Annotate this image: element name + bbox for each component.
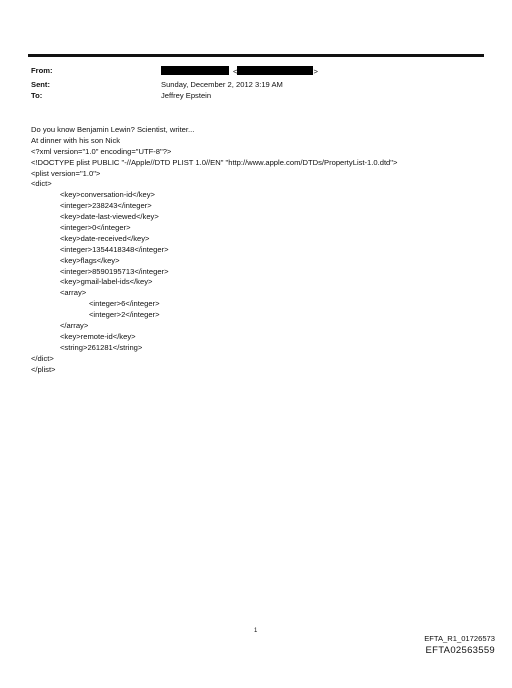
body-line: <integer>1354418348</integer> [60, 244, 169, 254]
body-line: <plist version="1.0"> [31, 168, 101, 178]
body-line: <key>date-last-viewed</key> [60, 212, 159, 222]
body-line: At dinner with his son Nick [31, 135, 121, 145]
sent-value: Sunday, December 2, 2012 3:19 AM [161, 80, 283, 89]
email-body [31, 125, 397, 375]
body-line: <!DOCTYPE plist PUBLIC "-//Apple//DTD PLIST 1.0//EN" "http://www.apple.com/DTDs/PropertyList-1.0.dtd"> [31, 157, 398, 167]
body-line: </dict> [31, 353, 54, 363]
redaction-block [237, 66, 313, 75]
body-line: <integer>0</integer> [60, 223, 131, 233]
header-rule [28, 54, 484, 57]
body-line: <key>conversation-id</key> [60, 190, 155, 200]
from-bracket-open: < [233, 67, 238, 76]
from-value [161, 66, 318, 76]
page-number: 1 [254, 628, 258, 634]
body-line: </array> [60, 321, 89, 331]
body-line: </plist> [31, 364, 56, 374]
body-line: Do you know Benjamin Lewin? Scientist, writer... [31, 125, 195, 134]
bates-number-secondary: EFTA02563559 [425, 645, 495, 656]
to-value: Jeffrey Epstein [161, 91, 212, 100]
sent-label: Sent: [31, 80, 50, 89]
body-line: <key>date-received</key> [60, 233, 150, 243]
body-line: <integer>238243</integer> [60, 201, 152, 211]
body-line: <integer>6</integer> [89, 299, 160, 309]
from-label: From: [31, 66, 53, 75]
to-label: To: [31, 91, 43, 100]
body-line: <string>261281</string> [60, 342, 143, 352]
redaction-block [161, 66, 229, 75]
body-line: <key>gmail-label-ids</key> [60, 277, 153, 287]
bates-number-primary: EFTA_R1_01726573 [424, 634, 495, 643]
body-line: <key>remote-id</key> [60, 331, 136, 341]
from-bracket-close: > [313, 67, 318, 76]
body-line: <array> [60, 288, 87, 298]
body-line: <?xml version="1.0" encoding="UTF-8"?> [31, 146, 172, 156]
body-line: <dict> [31, 179, 52, 189]
body-line: <integer>8590195713</integer> [60, 266, 169, 276]
body-line: <integer>2</integer> [89, 310, 160, 320]
body-line: <key>flags</key> [60, 255, 120, 265]
